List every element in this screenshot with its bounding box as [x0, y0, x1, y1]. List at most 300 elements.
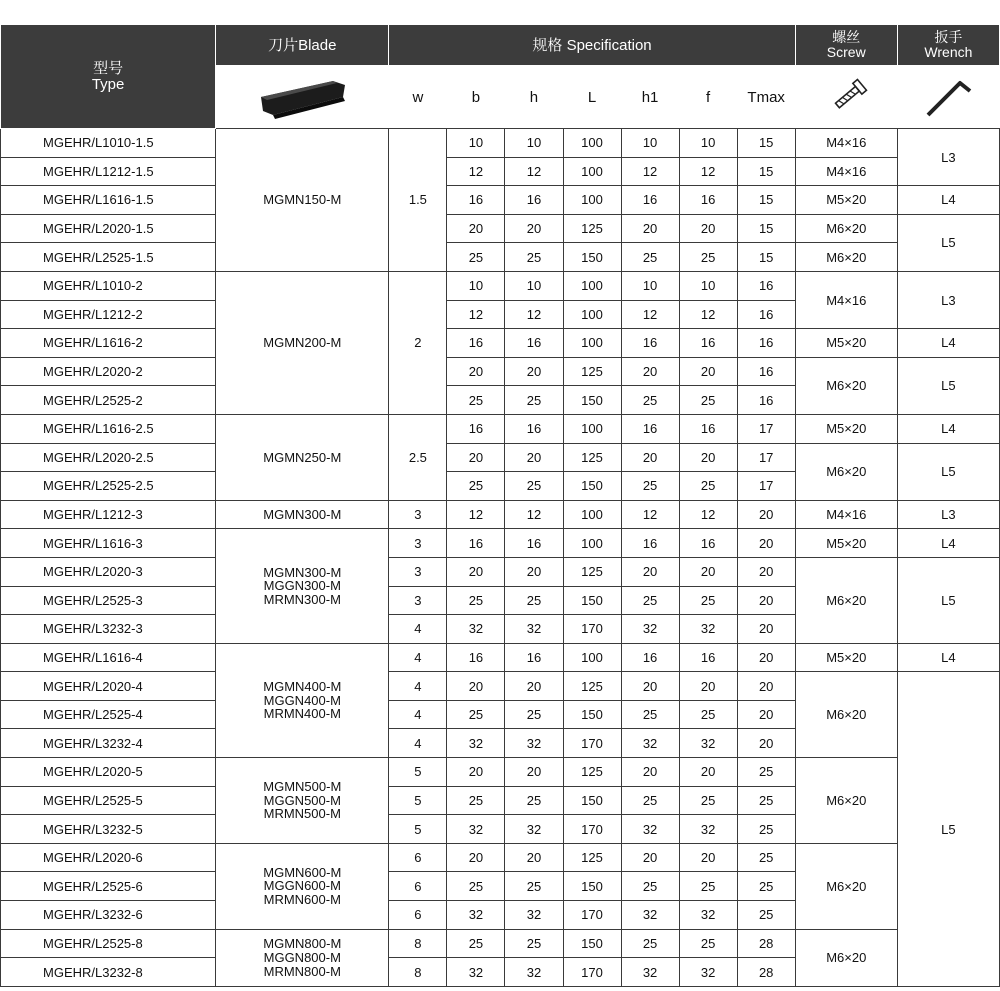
l-cell: 150 — [563, 872, 621, 901]
l-cell: 150 — [563, 586, 621, 615]
l-cell: 100 — [563, 529, 621, 558]
f-cell: 10 — [679, 271, 737, 300]
blade-model: MGMN600-M — [263, 864, 342, 880]
l-cell: 150 — [563, 472, 621, 501]
h-cell: 25 — [505, 243, 563, 272]
b-cell: 10 — [447, 129, 505, 158]
tmax-cell: 20 — [737, 672, 795, 701]
b-cell: 20 — [447, 843, 505, 872]
w-cell: 1.5 — [389, 129, 447, 272]
screw-cell: M6×20 — [795, 443, 897, 500]
b-cell: 32 — [447, 729, 505, 758]
screw-image-cell — [795, 66, 897, 129]
tmax-cell: 15 — [737, 129, 795, 158]
tmax-cell: 17 — [737, 472, 795, 501]
blade-model: MGMN300-M — [263, 506, 342, 522]
table-row — [1, 843, 1000, 872]
l-cell: 125 — [563, 758, 621, 787]
tmax-cell: 17 — [737, 443, 795, 472]
col-f-header: f — [679, 66, 737, 129]
h-cell: 25 — [505, 386, 563, 415]
type-cell: MGEHR/L2525-4 — [1, 700, 216, 729]
h-cell: 32 — [505, 615, 563, 644]
h-cell: 16 — [505, 529, 563, 558]
type-cell: MGEHR/L2525-5 — [1, 786, 216, 815]
blade-cell — [216, 758, 389, 844]
h-cell: 25 — [505, 472, 563, 501]
h-cell: 25 — [505, 700, 563, 729]
h1-cell: 25 — [621, 472, 679, 501]
h1-cell: 12 — [621, 300, 679, 329]
type-cell: MGEHR/L2525-3 — [1, 586, 216, 615]
tmax-cell: 20 — [737, 700, 795, 729]
h-cell: 16 — [505, 643, 563, 672]
l-cell: 150 — [563, 243, 621, 272]
blade-header: 刀片Blade — [216, 25, 389, 66]
f-cell: 25 — [679, 929, 737, 958]
tmax-cell: 15 — [737, 214, 795, 243]
w-cell: 5 — [389, 758, 447, 787]
f-cell: 32 — [679, 815, 737, 844]
l-cell: 100 — [563, 186, 621, 215]
b-cell: 12 — [447, 157, 505, 186]
type-cell: MGEHR/L1616-2.5 — [1, 414, 216, 443]
l-cell: 125 — [563, 672, 621, 701]
table-row — [1, 214, 1000, 243]
b-cell: 25 — [447, 243, 505, 272]
screw-cell: M4×16 — [795, 129, 897, 158]
b-cell: 25 — [447, 929, 505, 958]
blade-model: MRMN600-M — [263, 892, 341, 908]
f-cell: 20 — [679, 443, 737, 472]
blade-cell — [216, 129, 389, 272]
hex-wrench-icon — [920, 75, 976, 119]
wrench-cell: L4 — [897, 186, 999, 215]
tmax-cell: 25 — [737, 872, 795, 901]
blade-insert-icon — [253, 75, 353, 119]
w-cell: 8 — [389, 958, 447, 987]
tmax-cell: 16 — [737, 300, 795, 329]
h-cell: 25 — [505, 929, 563, 958]
h-cell: 10 — [505, 129, 563, 158]
b-cell: 25 — [447, 700, 505, 729]
blade-model: MRMN800-M — [263, 963, 341, 979]
b-cell: 16 — [447, 329, 505, 358]
h1-cell: 12 — [621, 157, 679, 186]
h1-cell: 25 — [621, 386, 679, 415]
w-cell: 2.5 — [389, 414, 447, 500]
wrench-cell: L5 — [897, 443, 999, 500]
h-cell: 12 — [505, 500, 563, 529]
screw-cell: M5×20 — [795, 414, 897, 443]
l-cell: 170 — [563, 815, 621, 844]
b-cell: 20 — [447, 557, 505, 586]
h1-cell: 32 — [621, 901, 679, 930]
b-cell: 20 — [447, 443, 505, 472]
b-cell: 10 — [447, 271, 505, 300]
type-header-cn: 型号 — [93, 59, 124, 77]
type-cell: MGEHR/L2020-1.5 — [1, 214, 216, 243]
b-cell: 16 — [447, 529, 505, 558]
tmax-cell: 20 — [737, 500, 795, 529]
type-cell: MGEHR/L2020-4 — [1, 672, 216, 701]
h1-cell: 32 — [621, 615, 679, 644]
blade-model: MGMN400-M — [263, 678, 342, 694]
h-cell: 16 — [505, 186, 563, 215]
h-cell: 20 — [505, 843, 563, 872]
tmax-cell: 25 — [737, 815, 795, 844]
tmax-cell: 15 — [737, 186, 795, 215]
blade-model: MRMN400-M — [263, 706, 341, 722]
f-cell: 20 — [679, 843, 737, 872]
tmax-cell: 17 — [737, 414, 795, 443]
col-tmax-header: Tmax — [737, 66, 795, 129]
h1-cell: 16 — [621, 186, 679, 215]
screw-cell: M5×20 — [795, 186, 897, 215]
w-cell: 3 — [389, 586, 447, 615]
h1-cell: 20 — [621, 443, 679, 472]
col-h1-header: h1 — [621, 66, 679, 129]
h1-cell: 25 — [621, 586, 679, 615]
table-row — [1, 157, 1000, 186]
type-cell: MGEHR/L3232-5 — [1, 815, 216, 844]
screw-header-en: Screw — [826, 44, 866, 60]
w-cell: 4 — [389, 729, 447, 758]
f-cell: 32 — [679, 958, 737, 987]
blade-model: MGMN250-M — [263, 449, 342, 465]
screw-cell: M4×16 — [795, 500, 897, 529]
screw-cell: M6×20 — [795, 214, 897, 243]
w-cell: 4 — [389, 643, 447, 672]
f-cell: 12 — [679, 300, 737, 329]
b-cell: 32 — [447, 815, 505, 844]
tmax-cell: 20 — [737, 557, 795, 586]
col-l-header: L — [563, 66, 621, 129]
type-cell: MGEHR/L1616-3 — [1, 529, 216, 558]
screw-cell: M4×16 — [795, 157, 897, 186]
f-cell: 20 — [679, 557, 737, 586]
type-cell: MGEHR/L3232-8 — [1, 958, 216, 987]
h1-cell: 16 — [621, 329, 679, 358]
blade-model: MRMN300-M — [263, 591, 341, 607]
l-cell: 125 — [563, 443, 621, 472]
blade-cell — [216, 414, 389, 500]
type-cell: MGEHR/L2525-2 — [1, 386, 216, 415]
screw-header-cn: 螺丝 — [832, 29, 861, 46]
blade-cell — [216, 500, 389, 529]
type-cell: MGEHR/L1212-2 — [1, 300, 216, 329]
tmax-cell: 20 — [737, 729, 795, 758]
col-w-header: w — [389, 66, 447, 129]
screw-cell: M6×20 — [795, 843, 897, 929]
f-cell: 25 — [679, 872, 737, 901]
blade-cell — [216, 929, 389, 986]
type-cell: MGEHR/L3232-4 — [1, 729, 216, 758]
type-cell: MGEHR/L1212-3 — [1, 500, 216, 529]
h-cell: 16 — [505, 329, 563, 358]
f-cell: 16 — [679, 643, 737, 672]
f-cell: 16 — [679, 529, 737, 558]
h1-cell: 20 — [621, 557, 679, 586]
w-cell: 6 — [389, 872, 447, 901]
wrench-cell: L5 — [897, 214, 999, 271]
f-cell: 25 — [679, 472, 737, 501]
type-cell: MGEHR/L2020-6 — [1, 843, 216, 872]
l-cell: 125 — [563, 357, 621, 386]
w-cell: 3 — [389, 529, 447, 558]
tmax-cell: 16 — [737, 329, 795, 358]
table-row — [1, 414, 1000, 443]
w-cell: 6 — [389, 843, 447, 872]
b-cell: 20 — [447, 214, 505, 243]
screw-cell: M6×20 — [795, 243, 897, 272]
h1-cell: 25 — [621, 700, 679, 729]
w-cell: 5 — [389, 786, 447, 815]
h-cell: 25 — [505, 586, 563, 615]
h-cell: 25 — [505, 786, 563, 815]
tmax-cell: 15 — [737, 157, 795, 186]
h-cell: 20 — [505, 557, 563, 586]
w-cell: 3 — [389, 557, 447, 586]
h1-cell: 12 — [621, 500, 679, 529]
type-cell: MGEHR/L1010-1.5 — [1, 129, 216, 158]
f-cell: 32 — [679, 615, 737, 644]
h-cell: 20 — [505, 672, 563, 701]
f-cell: 20 — [679, 758, 737, 787]
l-cell: 170 — [563, 958, 621, 987]
tmax-cell: 25 — [737, 786, 795, 815]
table-row — [1, 243, 1000, 272]
l-cell: 100 — [563, 414, 621, 443]
f-cell: 25 — [679, 386, 737, 415]
h1-cell: 32 — [621, 958, 679, 987]
wrench-cell: L5 — [897, 672, 999, 987]
table-row — [1, 271, 1000, 300]
b-cell: 25 — [447, 386, 505, 415]
type-cell: MGEHR/L2525-2.5 — [1, 472, 216, 501]
b-cell: 25 — [447, 872, 505, 901]
b-cell: 32 — [447, 958, 505, 987]
l-cell: 150 — [563, 700, 621, 729]
w-cell: 4 — [389, 700, 447, 729]
wrench-cell: L3 — [897, 129, 999, 186]
l-cell: 100 — [563, 643, 621, 672]
blade-model: MGMN800-M — [263, 936, 342, 952]
l-cell: 100 — [563, 300, 621, 329]
wrench-cell: L5 — [897, 557, 999, 643]
type-cell: MGEHR/L3232-6 — [1, 901, 216, 930]
blade-model: MGMN150-M — [263, 192, 342, 208]
h-cell: 20 — [505, 357, 563, 386]
h-cell: 12 — [505, 300, 563, 329]
h-cell: 20 — [505, 214, 563, 243]
h-cell: 20 — [505, 758, 563, 787]
b-cell: 20 — [447, 357, 505, 386]
f-cell: 25 — [679, 700, 737, 729]
col-b-header: b — [447, 66, 505, 129]
blade-model: MGGN600-M — [263, 878, 341, 894]
h1-cell: 20 — [621, 357, 679, 386]
type-cell: MGEHR/L1616-2 — [1, 329, 216, 358]
wrench-header — [897, 25, 999, 66]
w-cell: 3 — [389, 500, 447, 529]
tmax-cell: 25 — [737, 843, 795, 872]
screw-cell: M6×20 — [795, 929, 897, 986]
blade-model: MGGN400-M — [263, 692, 341, 708]
tmax-cell: 16 — [737, 357, 795, 386]
f-cell: 32 — [679, 901, 737, 930]
h1-cell: 25 — [621, 872, 679, 901]
h-cell: 12 — [505, 157, 563, 186]
blade-model: MRMN500-M — [263, 806, 341, 822]
b-cell: 16 — [447, 186, 505, 215]
w-cell: 5 — [389, 815, 447, 844]
blade-model: MGMN300-M — [263, 564, 342, 580]
blade-model: MGMN200-M — [263, 335, 342, 351]
f-cell: 12 — [679, 157, 737, 186]
tmax-cell: 20 — [737, 586, 795, 615]
f-cell: 25 — [679, 243, 737, 272]
type-cell: MGEHR/L2525-1.5 — [1, 243, 216, 272]
h-cell: 25 — [505, 872, 563, 901]
wrench-cell: L4 — [897, 643, 999, 672]
screw-cell: M5×20 — [795, 329, 897, 358]
b-cell: 25 — [447, 586, 505, 615]
screw-cell: M6×20 — [795, 357, 897, 414]
table-row — [1, 129, 1000, 158]
wrench-cell: L3 — [897, 500, 999, 529]
h1-cell: 20 — [621, 672, 679, 701]
b-cell: 16 — [447, 643, 505, 672]
type-cell: MGEHR/L2525-8 — [1, 929, 216, 958]
h1-cell: 16 — [621, 643, 679, 672]
f-cell: 20 — [679, 357, 737, 386]
blade-image-cell — [216, 66, 389, 129]
wrench-cell: L4 — [897, 529, 999, 558]
wrench-image-cell — [897, 66, 999, 129]
w-cell: 6 — [389, 901, 447, 930]
f-cell: 12 — [679, 500, 737, 529]
type-cell: MGEHR/L1616-4 — [1, 643, 216, 672]
l-cell: 100 — [563, 329, 621, 358]
tmax-cell: 20 — [737, 529, 795, 558]
f-cell: 20 — [679, 672, 737, 701]
type-cell: MGEHR/L2525-6 — [1, 872, 216, 901]
l-cell: 170 — [563, 615, 621, 644]
l-cell: 100 — [563, 500, 621, 529]
blade-model: MGGN300-M — [263, 578, 341, 594]
type-cell: MGEHR/L2020-3 — [1, 557, 216, 586]
type-cell: MGEHR/L1212-1.5 — [1, 157, 216, 186]
h1-cell: 10 — [621, 129, 679, 158]
f-cell: 32 — [679, 729, 737, 758]
l-cell: 150 — [563, 786, 621, 815]
f-cell: 16 — [679, 186, 737, 215]
table-row — [1, 357, 1000, 386]
h1-cell: 25 — [621, 929, 679, 958]
l-cell: 100 — [563, 157, 621, 186]
spec-table — [0, 24, 1000, 987]
b-cell: 25 — [447, 472, 505, 501]
b-cell: 20 — [447, 672, 505, 701]
h-cell: 32 — [505, 729, 563, 758]
w-cell: 2 — [389, 271, 447, 414]
table-row — [1, 443, 1000, 472]
b-cell: 12 — [447, 500, 505, 529]
type-header — [1, 25, 216, 129]
h1-cell: 32 — [621, 815, 679, 844]
h1-cell: 16 — [621, 414, 679, 443]
w-cell: 8 — [389, 929, 447, 958]
blade-model: MGGN500-M — [263, 792, 341, 808]
l-cell: 125 — [563, 214, 621, 243]
f-cell: 16 — [679, 414, 737, 443]
l-cell: 150 — [563, 929, 621, 958]
f-cell: 25 — [679, 786, 737, 815]
blade-model: MGGN800-M — [263, 949, 341, 965]
table-row — [1, 529, 1000, 558]
l-cell: 150 — [563, 386, 621, 415]
tmax-cell: 16 — [737, 386, 795, 415]
screw-cell: M6×20 — [795, 672, 897, 758]
type-header-en: Type — [91, 75, 125, 93]
table-row — [1, 500, 1000, 529]
screw-icon — [824, 75, 868, 119]
h-cell: 20 — [505, 443, 563, 472]
table-header — [1, 25, 1000, 129]
table-body — [1, 129, 1000, 987]
h-cell: 32 — [505, 901, 563, 930]
table-row — [1, 758, 1000, 787]
b-cell: 25 — [447, 786, 505, 815]
w-cell: 4 — [389, 672, 447, 701]
table-row — [1, 672, 1000, 701]
h-cell: 32 — [505, 815, 563, 844]
screw-cell: M4×16 — [795, 271, 897, 328]
tmax-cell: 28 — [737, 929, 795, 958]
wrench-cell: L5 — [897, 357, 999, 414]
type-cell: MGEHR/L1616-1.5 — [1, 186, 216, 215]
table-row — [1, 186, 1000, 215]
tmax-cell: 25 — [737, 901, 795, 930]
wrench-cell: L4 — [897, 414, 999, 443]
wrench-header-cn: 扳手 — [934, 29, 963, 46]
blade-cell — [216, 843, 389, 929]
table-row — [1, 557, 1000, 586]
b-cell: 20 — [447, 758, 505, 787]
screw-cell: M5×20 — [795, 643, 897, 672]
h-cell: 32 — [505, 958, 563, 987]
h1-cell: 20 — [621, 214, 679, 243]
w-cell: 4 — [389, 615, 447, 644]
h1-cell: 20 — [621, 758, 679, 787]
screw-cell: M6×20 — [795, 758, 897, 844]
h-cell: 16 — [505, 414, 563, 443]
tmax-cell: 15 — [737, 243, 795, 272]
b-cell: 32 — [447, 615, 505, 644]
l-cell: 170 — [563, 729, 621, 758]
tmax-cell: 20 — [737, 643, 795, 672]
tmax-cell: 28 — [737, 958, 795, 987]
h1-cell: 16 — [621, 529, 679, 558]
h1-cell: 10 — [621, 271, 679, 300]
table-row — [1, 929, 1000, 958]
wrench-cell: L3 — [897, 271, 999, 328]
specification-header: 规格 Specification — [389, 25, 795, 66]
f-cell: 20 — [679, 214, 737, 243]
blade-model: MGMN500-M — [263, 778, 342, 794]
blade-cell — [216, 271, 389, 414]
